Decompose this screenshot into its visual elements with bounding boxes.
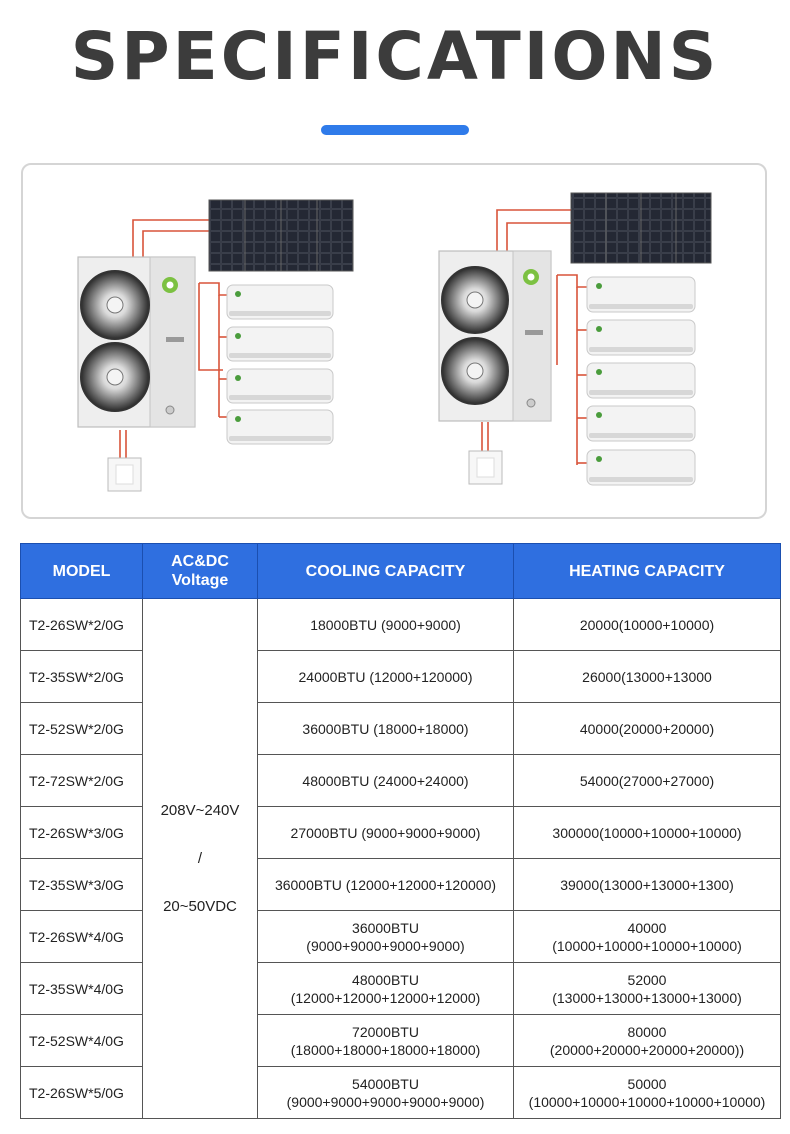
table-row [21,963,781,1015]
cooling-cell [258,703,514,755]
heating-cell [514,1067,781,1119]
specifications-table [20,543,781,1119]
wall-socket-left [108,458,141,491]
heating-cell [514,963,781,1015]
table-header-row [21,544,781,599]
header-voltage [143,544,258,599]
cooling-breakdown: (9000+9000+9000+9000) [306,937,465,954]
cooling-value: 36000BTU (12000+12000+120000) [274,876,497,893]
cooling-cell [258,599,514,651]
heating-value: 40000(20000+20000) [579,720,715,737]
table-row [21,807,781,859]
heating-value: 40000 [627,919,667,936]
solar-panel-right [571,193,711,263]
cooling-breakdown: (18000+18000+18000+18000) [290,1041,481,1058]
cooling-value: 48000BTU [352,971,419,988]
model-cell: T2-35SW*3/0G [21,859,143,911]
indoor-units-left [227,285,333,444]
heating-breakdown: (10000+10000+10000+10000+10000) [528,1093,766,1110]
heating-cell [514,859,781,911]
cooling-cell [258,755,514,807]
cooling-breakdown: (12000+12000+12000+12000) [290,989,481,1006]
voltage-cell [143,599,258,1119]
heating-cell [514,755,781,807]
model-cell: T2-72SW*2/0G [21,755,143,807]
cooling-cell [258,807,514,859]
cooling-cell [258,651,514,703]
header-voltage-line1: AC&DC [171,553,229,570]
heating-cell [514,807,781,859]
cooling-breakdown: (9000+9000+9000+9000+9000) [286,1093,485,1110]
cooling-cell [258,1015,514,1067]
system-diagram-image [23,165,765,517]
cooling-cell [258,1067,514,1119]
heating-cell [514,651,781,703]
cooling-value: 48000BTU (24000+24000) [302,772,469,789]
model-cell: T2-26SW*2/0G [21,599,143,651]
cooling-value: 72000BTU [352,1023,419,1040]
model-cell: T2-52SW*2/0G [21,703,143,755]
heating-cell [514,1015,781,1067]
heating-value: 26000(13000+13000 [582,668,712,685]
voltage-ac: 208V~240V [160,801,240,819]
voltage-separator: / [197,849,203,867]
heating-value: 50000 [627,1075,667,1092]
left-system [78,200,353,491]
heating-cell [514,703,781,755]
heating-breakdown: (10000+10000+10000+10000) [552,937,742,954]
page-title: SPECIFICATIONS [70,18,720,95]
table-row [21,1067,781,1119]
table-row [21,599,781,651]
cooling-value: 27000BTU (9000+9000+9000) [290,824,481,841]
indoor-units-right [587,277,695,485]
cooling-value: 54000BTU [352,1075,419,1092]
table-row [21,859,781,911]
header-heating: HEATING CAPACITY [514,544,781,599]
header-cooling: COOLING CAPACITY [258,544,514,599]
wall-socket-right [469,451,502,484]
cooling-cell [258,859,514,911]
header-model: MODEL [21,544,143,599]
heating-value: 20000(10000+10000) [579,616,715,633]
solar-panel-left [209,200,353,271]
model-cell: T2-26SW*3/0G [21,807,143,859]
voltage-dc: 20~50VDC [163,897,237,915]
heating-value: 52000 [627,971,667,988]
cooling-cell [258,911,514,963]
table-row [21,911,781,963]
product-image-panel [21,163,767,519]
header-voltage-line2: Voltage [171,572,229,589]
cooling-cell [258,963,514,1015]
table-row [21,703,781,755]
table-row [21,651,781,703]
heating-value: 39000(13000+13000+1300) [560,876,734,893]
model-cell: T2-26SW*5/0G [21,1067,143,1119]
model-cell: T2-35SW*4/0G [21,963,143,1015]
model-cell: T2-52SW*4/0G [21,1015,143,1067]
cooling-value: 36000BTU [352,919,419,936]
outdoor-unit-left [78,257,195,427]
model-cell: T2-26SW*4/0G [21,911,143,963]
table-row [21,755,781,807]
heating-value: 54000(27000+27000) [579,772,715,789]
heating-cell [514,911,781,963]
right-system [439,193,711,485]
title-accent-bar [321,125,469,135]
heating-value: 300000(10000+10000+10000) [552,824,742,841]
outdoor-unit-right [439,251,551,421]
cooling-value: 24000BTU (12000+120000) [298,668,473,685]
heating-cell [514,599,781,651]
heating-value: 80000 [627,1023,667,1040]
heating-breakdown: (20000+20000+20000+20000)) [549,1041,745,1058]
table-row [21,1015,781,1067]
model-cell: T2-35SW*2/0G [21,651,143,703]
cooling-value: 18000BTU (9000+9000) [310,616,461,633]
heating-breakdown: (13000+13000+13000+13000) [552,989,742,1006]
cooling-value: 36000BTU (18000+18000) [302,720,469,737]
